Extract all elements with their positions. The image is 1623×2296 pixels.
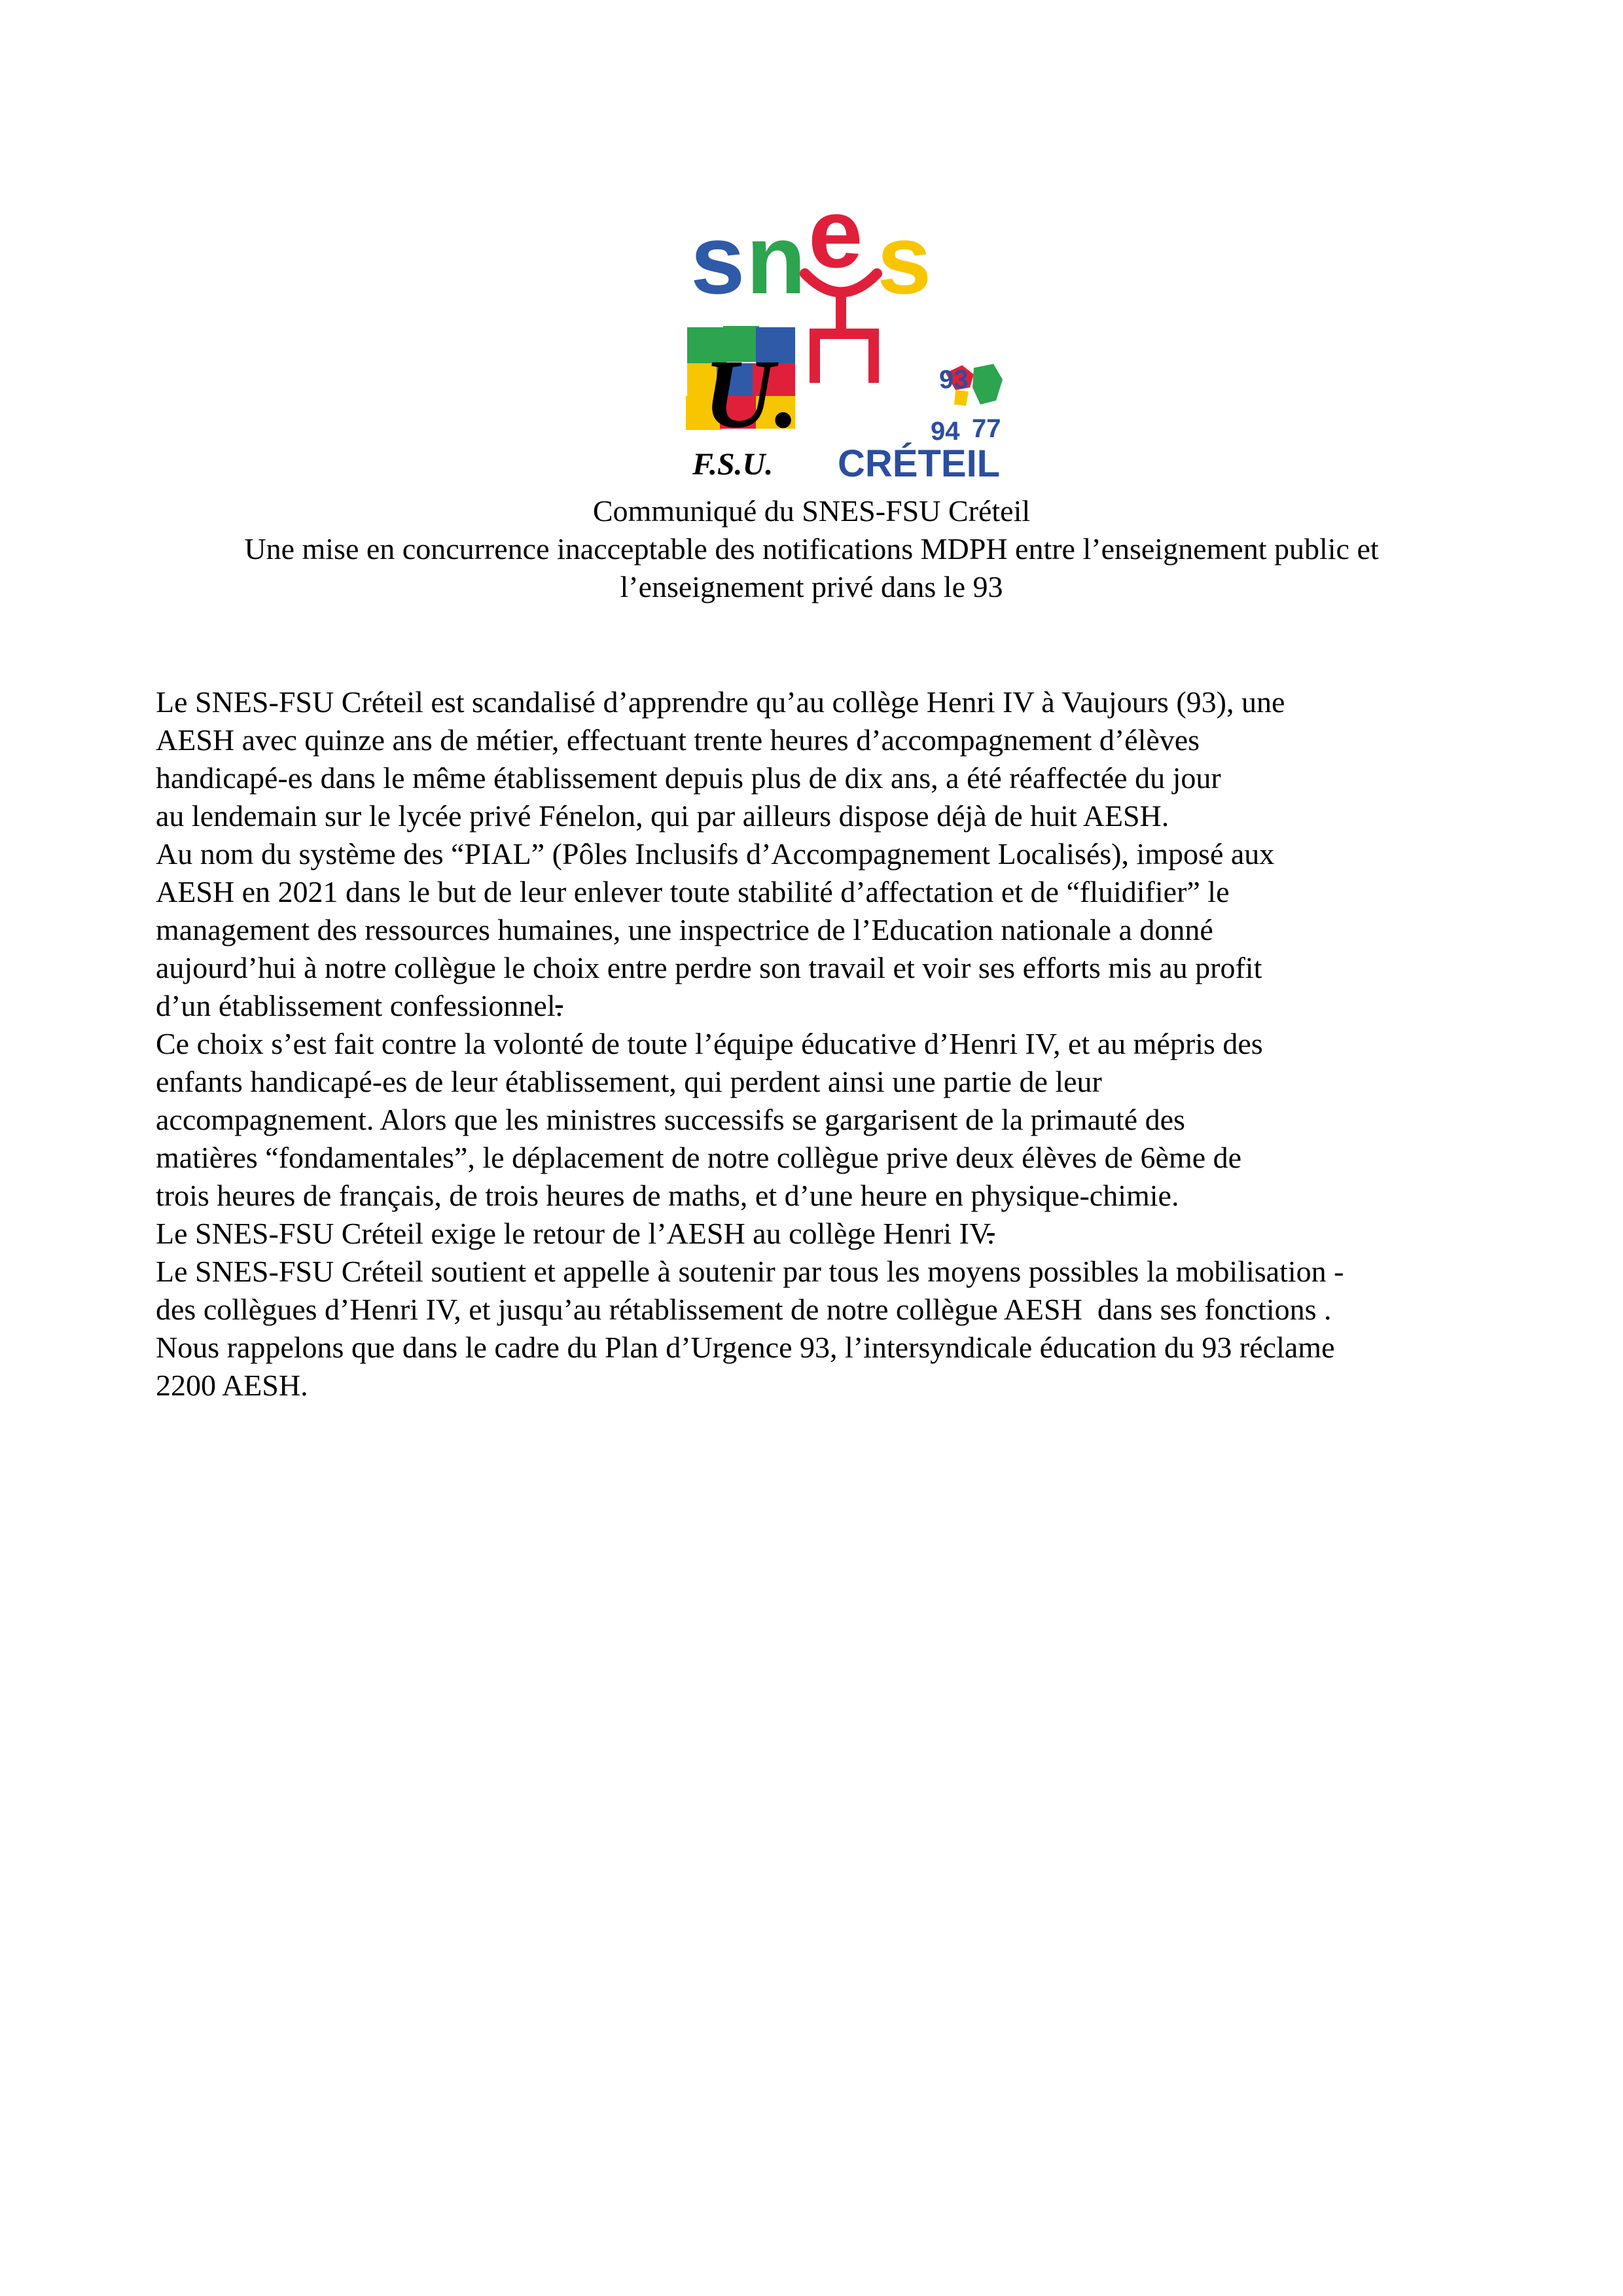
- body-line: Ce choix s’est fait contre la volonté de toute l’équipe éducative d’Henri IV, et au mépris des: [156, 1027, 1263, 1060]
- body-line: 2200 AESH.: [156, 1369, 308, 1402]
- communique-title: Communiqué du SNES-FSU Créteil: [592, 494, 1031, 528]
- logo-dept-94: 94: [931, 417, 960, 446]
- logo-figure-legs: [815, 334, 874, 383]
- logo-dept-77: 77: [972, 414, 1001, 443]
- body-line-with-strike: [156, 1215, 1491, 1253]
- struck-period: .: [987, 1217, 995, 1250]
- body-line: accompagnement. Alors que les ministres successifs se gargarisent de la primauté des: [156, 1103, 1185, 1136]
- communique-header: [0, 492, 1623, 606]
- body-line-text: Le SNES-FSU Créteil exige le retour de l’AESH au collège Henri IV: [156, 1217, 988, 1250]
- body-line: Au nom du système des “PIAL” (Pôles Inclusifs d’Accompagnement Localisés), imposé aux: [156, 837, 1275, 870]
- body-line: AESH en 2021 dans le but de leur enlever toute stabilité d’affectation et de “fluidifier” le: [156, 875, 1230, 908]
- logo-letter-n: n: [746, 204, 806, 314]
- body-line: au lendemain sur le lycée privé Fénelon, qui par ailleurs dispose déjà de huit AESH.: [156, 799, 1169, 833]
- body-line: handicapé-es dans le même établissement depuis plus de dix ans, a été réaffectée du jour: [156, 761, 1221, 795]
- struck-period: .: [555, 989, 563, 1022]
- communique-body: [156, 683, 1491, 1405]
- body-line: Le SNES-FSU Créteil est scandalisé d’apprendre qu’au collège Henri IV à Vaujours (93), une: [156, 685, 1285, 719]
- body-line: trois heures de français, de trois heures de maths, et d’une heure en physique-chimie.: [156, 1179, 1179, 1212]
- body-line-with-strike: [156, 987, 1491, 1025]
- logo-section-name: CRÉTEIL: [838, 442, 1001, 485]
- logo-union-letter: U.: [704, 340, 799, 448]
- body-line: matières “fondamentales”, le déplacement de notre collègue prive deux élèves de 6ème de: [156, 1141, 1242, 1174]
- body-line: des collègues d’Henri IV, et jusqu’au rétablissement de notre collègue AESH dans ses fonctions .: [156, 1293, 1332, 1326]
- body-line: enfants handicapé-es de leur établissement, qui perdent ainsi une partie de leur: [156, 1065, 1102, 1098]
- body-line: AESH avec quinze ans de métier, effectuant trente heures d’accompagnement d’élèves: [156, 723, 1200, 757]
- logo-letter-s2: s: [877, 204, 932, 314]
- body-line-text: d’un établissement confessionnel: [156, 989, 556, 1022]
- logo-dept-93: 93: [939, 365, 969, 394]
- body-line: aujourd’hui à notre collègue le choix entre perdre son travail et voir ses efforts mis au profit: [156, 951, 1262, 984]
- body-line: management des ressources humaines, une inspectrice de l’Education nationale a donné: [156, 913, 1213, 946]
- communique-subtitle-line1: Une mise en concurrence inacceptable des notifications MDPH entre l’enseignement public et: [244, 532, 1379, 565]
- body-line: Le SNES-FSU Créteil soutient et appelle à soutenir par tous les moyens possibles la mobilisation -: [156, 1255, 1344, 1288]
- logo-letter-s1: s: [690, 204, 745, 314]
- body-line: Nous rappelons que dans le cadre du Plan d’Urgence 93, l’intersyndicale éducation du 93 réclame: [156, 1331, 1335, 1364]
- communique-subtitle-line2: l’enseignement privé dans le 93: [620, 570, 1003, 603]
- logo-union-name: F.S.U.: [692, 447, 774, 482]
- logo-letter-e: e: [808, 196, 863, 288]
- snes-fsu-creteil-logo: [681, 196, 1047, 497]
